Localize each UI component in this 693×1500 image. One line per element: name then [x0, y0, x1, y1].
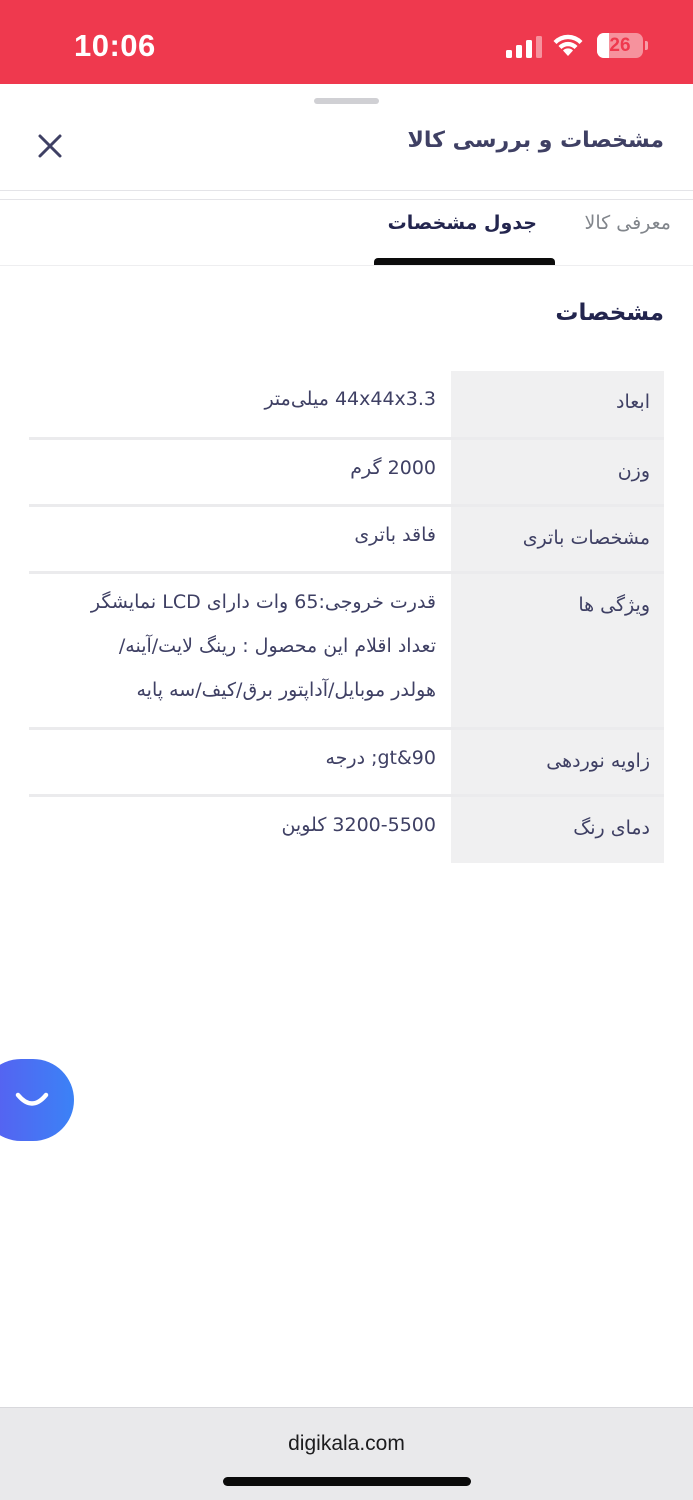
header-divider [0, 199, 693, 200]
spec-value [29, 730, 436, 794]
spec-row [29, 507, 664, 571]
close-button[interactable] [30, 126, 70, 166]
status-bar [0, 0, 693, 84]
spec-row [29, 440, 664, 504]
sheet-title: مشخصات و بررسی کالا [407, 128, 664, 153]
spec-row [29, 574, 664, 727]
close-icon [37, 133, 63, 159]
spec-key: ابعاد [451, 371, 664, 437]
battery-level: 26 [609, 35, 631, 56]
spec-value-line: تعداد اقلام این محصول : رینگ لایت/آینه/ [118, 635, 436, 657]
spec-value [29, 574, 436, 727]
spec-table [29, 371, 664, 863]
battery-icon [597, 33, 643, 58]
battery-nub [645, 41, 648, 50]
spec-key: ویژگی ها [451, 574, 664, 727]
spec-value [29, 371, 436, 437]
spec-value-line: هولدر موبایل/آداپتور برق/کیف/سه پایه [136, 679, 436, 701]
spec-value-line: gt&90; درجه [325, 747, 436, 769]
spec-key: زاویه نوردهی [451, 730, 664, 794]
address-bar-url[interactable]: digikala.com [288, 1432, 405, 1455]
spec-value-line: فاقد باتری [354, 524, 436, 546]
smile-chat-icon [14, 1090, 50, 1110]
spec-value [29, 507, 436, 571]
spec-row [29, 730, 664, 794]
section-title: مشخصات [555, 300, 664, 326]
spec-value [29, 797, 436, 863]
browser-bottom-bar [0, 1407, 693, 1500]
spec-value-line: 44x44x3.3 میلی‌متر [264, 388, 436, 410]
spec-row [29, 371, 664, 437]
signal-icon [506, 36, 542, 58]
spec-value-line: قدرت خروجی:65 وات دارای LCD نمایشگر [90, 591, 436, 613]
spec-key: مشخصات باتری [451, 507, 664, 571]
wifi-icon [552, 33, 584, 57]
tab-product-intro[interactable]: معرفی کالا [584, 212, 671, 234]
sheet-drag-handle[interactable] [314, 98, 379, 104]
chat-support-button[interactable] [0, 1059, 74, 1141]
status-time: 10:06 [74, 28, 156, 63]
spec-key: دمای رنگ [451, 797, 664, 863]
tabs-divider [0, 265, 693, 266]
spec-value-line: 2000 گرم [350, 457, 436, 479]
home-indicator[interactable] [223, 1477, 471, 1486]
header-divider [0, 190, 693, 191]
spec-value [29, 440, 436, 504]
spec-key: وزن [451, 440, 664, 504]
active-tab-indicator [374, 258, 555, 265]
spec-value-line: 3200-5500 کلوین [281, 814, 436, 836]
spec-row [29, 797, 664, 863]
tab-specs-table[interactable]: جدول مشخصات [387, 212, 537, 234]
